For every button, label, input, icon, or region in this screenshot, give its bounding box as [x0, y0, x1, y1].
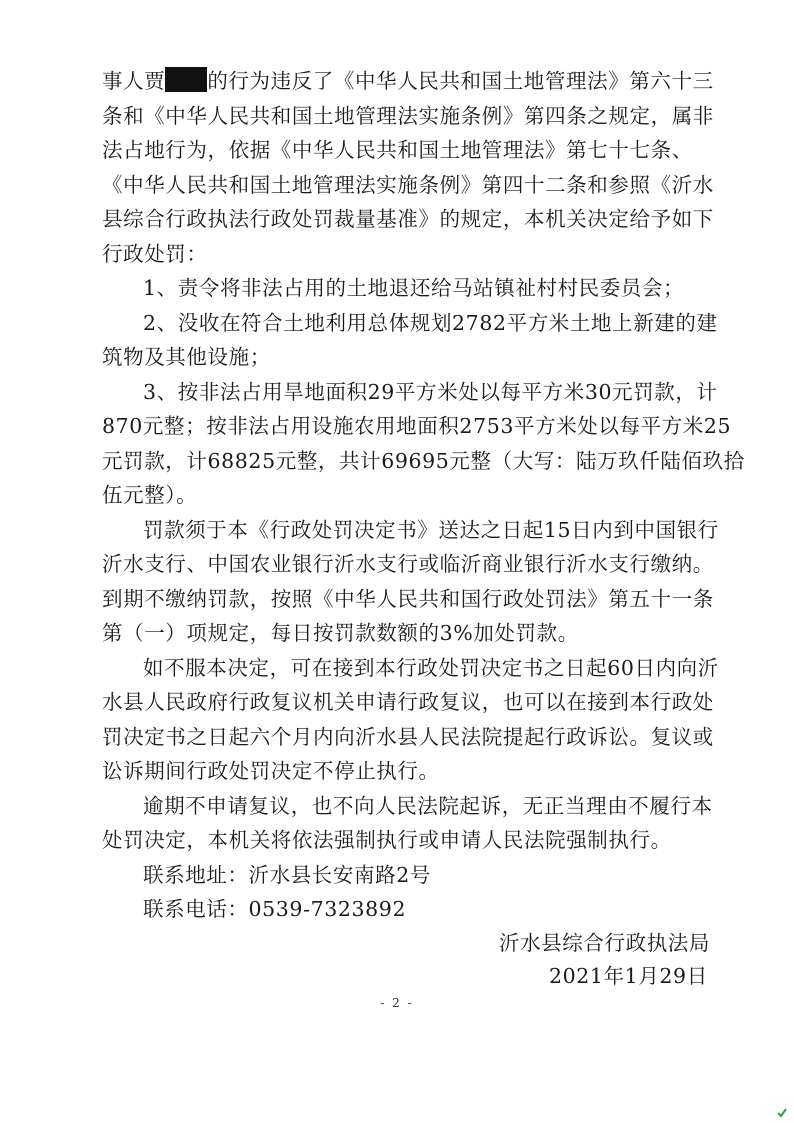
text-segment: 870元整；按非法占用设施农用地面积2753平方米处以每平方米25: [102, 414, 732, 438]
document-body: [102, 64, 745, 927]
text-line: [102, 409, 732, 444]
page-number: - 2 -: [380, 996, 414, 1010]
text-line: [102, 616, 718, 651]
text-line: [102, 64, 718, 99]
text-line: [102, 892, 718, 927]
text-segment: 联系地址：沂水县长安南路2号: [143, 862, 431, 887]
text-segment: 联系电话：0539-7323892: [143, 897, 407, 921]
text-segment: 事人贾: [102, 69, 166, 93]
text-segment: 罚决定书之日起六个月内向沂水县人民法院提起行政诉讼。复议或: [102, 724, 714, 749]
text-line: [102, 168, 718, 203]
text-segment: 如不服本决定，可在接到本行政处罚决定书之日起60日内向沂: [143, 655, 719, 680]
text-line: [102, 306, 718, 341]
text-segment: 讼诉期间行政处罚决定不停止执行。: [102, 759, 440, 783]
text-segment: 到期不缴纳罚款，按照《中华人民共和国行政处罚法》第五十一条: [102, 586, 714, 611]
text-segment: 元罚款，计68825元整，共计69695元整（大写：陆万玖仟陆佰玖拾: [102, 448, 745, 473]
text-line: [102, 582, 718, 617]
text-line: [102, 202, 718, 237]
text-line: [102, 651, 718, 686]
text-line: [102, 375, 718, 410]
signature-date: 2021年1月29日: [549, 964, 708, 988]
text-line: [102, 513, 718, 548]
text-line: [102, 547, 718, 582]
text-segment: 的行为违反了《中华人民共和国土地管理法》第六十三: [207, 69, 714, 93]
text-segment: 条和《中华人民共和国土地管理法实施条例》第四条之规定，属非: [102, 103, 714, 128]
text-line: [102, 823, 718, 858]
text-line: [102, 754, 718, 789]
text-segment: 第（一）项规定，每日按罚款数额的3%加处罚款。: [102, 621, 579, 645]
text-segment: 伍元整）。: [102, 483, 198, 507]
text-segment: 水县人民政府行政复议机关申请行政复议，也可以在接到本行政处: [102, 690, 714, 714]
text-segment: 罚款须于本《行政处罚决定书》送达之日起15日内到中国银行: [143, 517, 719, 542]
text-line: [102, 271, 718, 306]
text-line: [102, 685, 718, 720]
text-line: [102, 444, 745, 479]
text-segment: 处罚决定，本机关将依法强制执行或申请人民法院强制执行。: [102, 828, 672, 852]
check-icon: [776, 1107, 788, 1119]
redaction-block: [165, 67, 207, 92]
text-segment: 县综合行政执法行政处罚裁量基准》的规定，本机关决定给予如下: [102, 207, 714, 231]
text-segment: 筑物及其他设施；: [102, 345, 271, 369]
text-line: [102, 789, 718, 824]
text-line: [102, 478, 718, 513]
text-line: [102, 133, 718, 168]
text-segment: 3、按非法占用旱地面积29平方米处以每平方米30元罚款，计: [143, 379, 718, 404]
signature-organization: 沂水县综合行政执法局: [499, 931, 710, 955]
text-line: [102, 858, 718, 893]
text-line: [102, 99, 718, 134]
text-line: [102, 340, 718, 375]
text-segment: 沂水支行、中国农业银行沂水支行或临沂商业银行沂水支行缴纳。: [102, 552, 714, 576]
text-segment: 法占地行为，依据《中华人民共和国土地管理法》第七十七条、: [102, 138, 693, 162]
text-segment: 行政处罚：: [102, 241, 208, 266]
text-line: [102, 237, 718, 272]
text-segment: 《中华人民共和国土地管理法实施条例》第四十二条和参照《沂水: [102, 172, 714, 197]
text-line: [102, 720, 718, 755]
text-segment: 2、没收在符合土地利用总体规划2782平方米土地上新建的建: [143, 310, 718, 335]
text-segment: 逾期不申请复议，也不向人民法院起诉，无正当理由不履行本: [143, 793, 713, 818]
text-segment: 1、责令将非法占用的土地退还给马站镇祉村村民委员会；: [143, 276, 685, 300]
